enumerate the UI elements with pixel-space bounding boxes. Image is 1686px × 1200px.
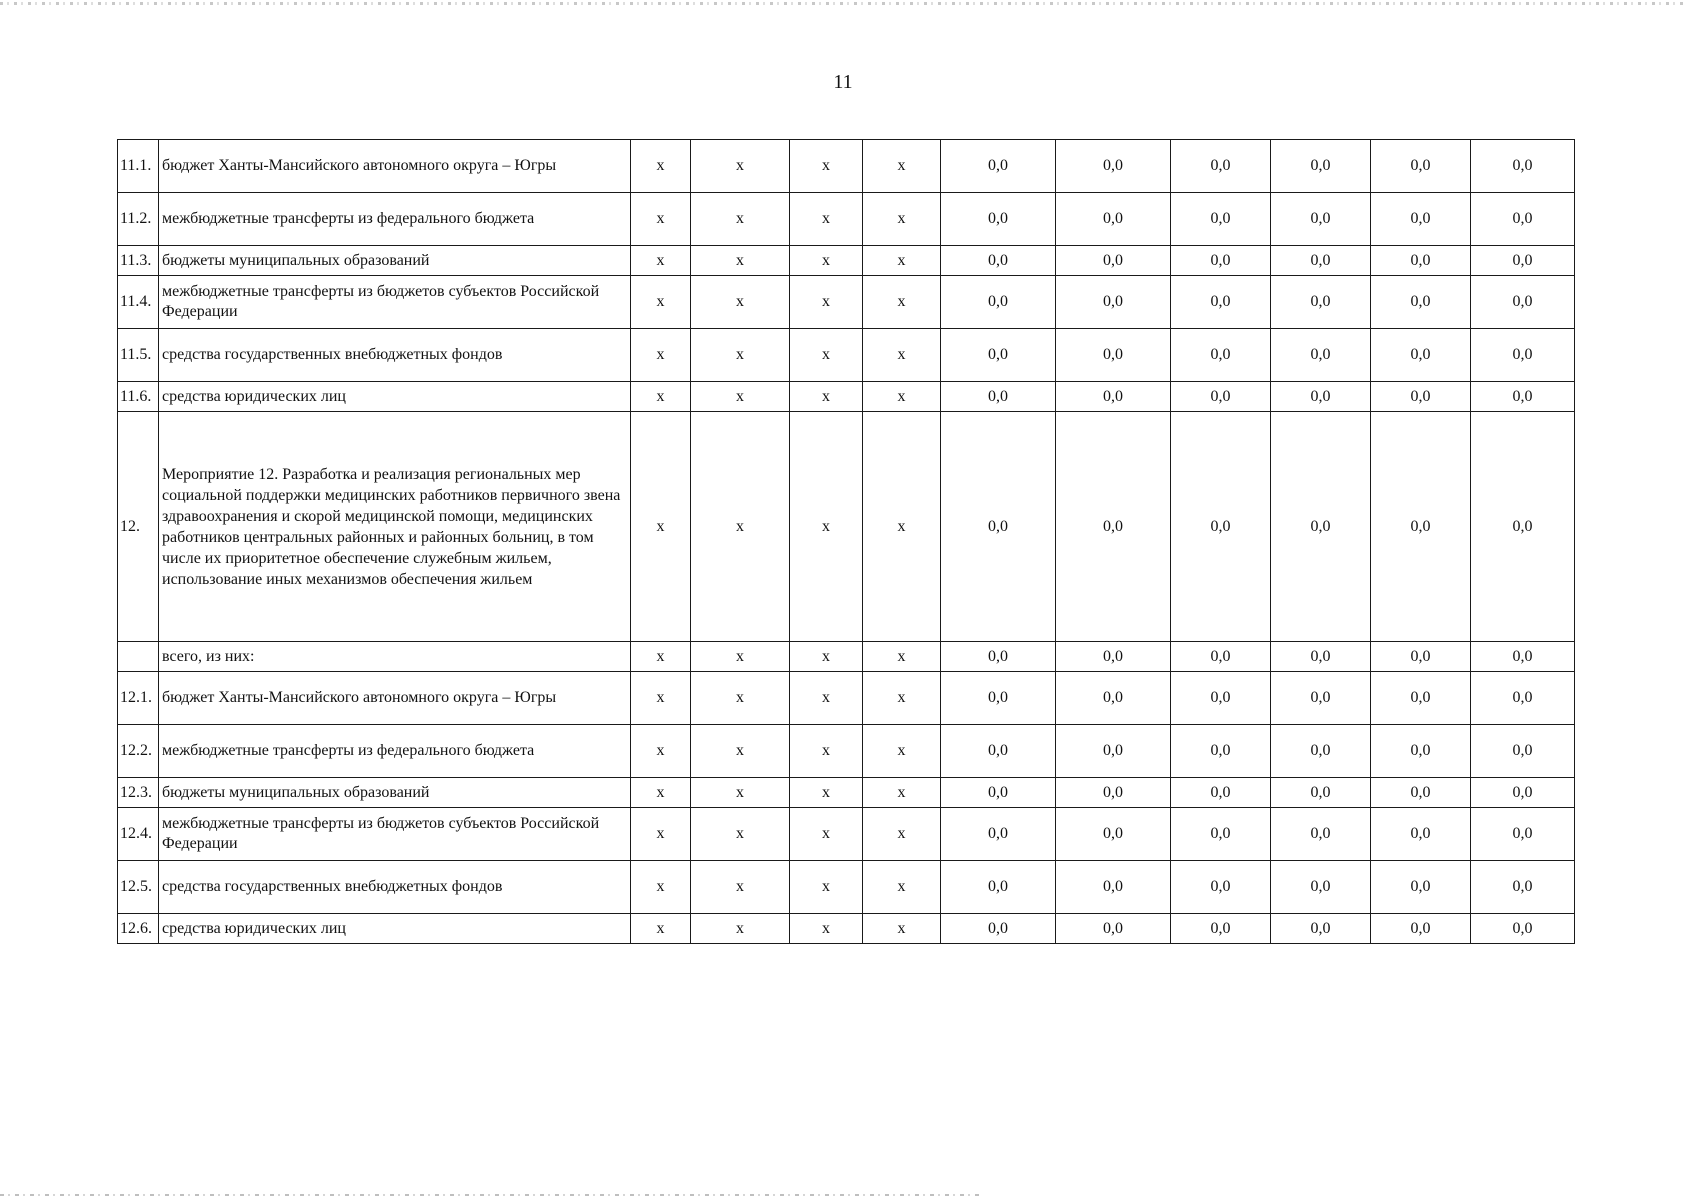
cell-mark: x <box>790 778 863 808</box>
cell-mark: x <box>790 914 863 944</box>
row-number: 11.3. <box>118 246 159 276</box>
cell-value: 0,0 <box>1471 914 1575 944</box>
cell-mark: x <box>631 861 691 914</box>
cell-value: 0,0 <box>1056 412 1171 642</box>
cell-value: 0,0 <box>941 861 1056 914</box>
cell-value: 0,0 <box>1171 642 1271 672</box>
cell-value: 0,0 <box>1056 808 1171 861</box>
cell-mark: x <box>863 246 941 276</box>
cell-mark: x <box>863 914 941 944</box>
cell-value: 0,0 <box>1371 861 1471 914</box>
cell-value: 0,0 <box>941 329 1056 382</box>
row-name: межбюджетные трансферты из бюджетов субъектов Российской Федерации <box>159 808 631 861</box>
cell-mark: x <box>691 725 790 778</box>
table-row <box>118 329 1575 382</box>
cell-value: 0,0 <box>941 193 1056 246</box>
cell-value: 0,0 <box>941 642 1056 672</box>
financing-table <box>117 139 1575 944</box>
cell-value: 0,0 <box>1171 861 1271 914</box>
cell-value: 0,0 <box>1371 276 1471 329</box>
cell-value: 0,0 <box>1171 276 1271 329</box>
cell-mark: x <box>790 642 863 672</box>
cell-value: 0,0 <box>1271 382 1371 412</box>
cell-mark: x <box>863 276 941 329</box>
cell-value: 0,0 <box>1271 914 1371 944</box>
cell-value: 0,0 <box>1471 778 1575 808</box>
cell-value: 0,0 <box>1471 642 1575 672</box>
cell-value: 0,0 <box>1271 778 1371 808</box>
cell-value: 0,0 <box>1471 412 1575 642</box>
cell-mark: x <box>863 642 941 672</box>
cell-mark: x <box>790 140 863 193</box>
cell-value: 0,0 <box>1056 246 1171 276</box>
row-number: 12.4. <box>118 808 159 861</box>
table-row <box>118 914 1575 944</box>
cell-mark: x <box>631 725 691 778</box>
row-number: 12. <box>118 412 159 642</box>
page-number: 11 <box>833 71 853 93</box>
cell-value: 0,0 <box>1056 193 1171 246</box>
cell-mark: x <box>691 140 790 193</box>
cell-value: 0,0 <box>1471 861 1575 914</box>
cell-value: 0,0 <box>1056 725 1171 778</box>
cell-value: 0,0 <box>1471 725 1575 778</box>
cell-mark: x <box>863 140 941 193</box>
cell-mark: x <box>790 861 863 914</box>
cell-value: 0,0 <box>1471 246 1575 276</box>
cell-mark: x <box>863 808 941 861</box>
table-row <box>118 725 1575 778</box>
cell-value: 0,0 <box>1171 914 1271 944</box>
cell-mark: x <box>790 672 863 725</box>
row-name: Мероприятие 12. Разработка и реализация региональных мер социальной поддержки медицинских работников первичного звена здравоохранения и скорой медицинской помощи, медицинских работников центральных районных и районных больниц, в том числе их приоритетное обеспечение служебным жильем, использование иных механизмов обеспечения жильем <box>159 412 631 642</box>
row-number: 11.6. <box>118 382 159 412</box>
cell-value: 0,0 <box>941 140 1056 193</box>
cell-mark: x <box>631 246 691 276</box>
cell-mark: x <box>691 914 790 944</box>
cell-mark: x <box>631 914 691 944</box>
table-row <box>118 276 1575 329</box>
cell-value: 0,0 <box>941 246 1056 276</box>
cell-mark: x <box>691 276 790 329</box>
cell-value: 0,0 <box>1471 276 1575 329</box>
cell-value: 0,0 <box>1056 140 1171 193</box>
table-row <box>118 672 1575 725</box>
cell-mark: x <box>631 382 691 412</box>
cell-value: 0,0 <box>1056 672 1171 725</box>
cell-value: 0,0 <box>1271 329 1371 382</box>
row-number: 12.5. <box>118 861 159 914</box>
cell-mark: x <box>691 642 790 672</box>
row-number: 12.2. <box>118 725 159 778</box>
cell-mark: x <box>790 412 863 642</box>
cell-value: 0,0 <box>1471 672 1575 725</box>
cell-value: 0,0 <box>1371 382 1471 412</box>
row-name: средства юридических лиц <box>159 382 631 412</box>
cell-mark: x <box>790 725 863 778</box>
row-name: средства юридических лиц <box>159 914 631 944</box>
row-number: 12.3. <box>118 778 159 808</box>
table-row <box>118 808 1575 861</box>
table-row <box>118 412 1575 642</box>
cell-value: 0,0 <box>1271 672 1371 725</box>
cell-value: 0,0 <box>941 808 1056 861</box>
cell-value: 0,0 <box>1271 140 1371 193</box>
cell-value: 0,0 <box>1171 725 1271 778</box>
cell-value: 0,0 <box>1471 808 1575 861</box>
cell-mark: x <box>691 861 790 914</box>
cell-value: 0,0 <box>1271 193 1371 246</box>
cell-mark: x <box>863 778 941 808</box>
cell-value: 0,0 <box>1371 140 1471 193</box>
table-row <box>118 778 1575 808</box>
cell-value: 0,0 <box>1271 276 1371 329</box>
row-number: 12.1. <box>118 672 159 725</box>
cell-mark: x <box>631 778 691 808</box>
cell-value: 0,0 <box>1171 412 1271 642</box>
cell-value: 0,0 <box>1371 725 1471 778</box>
cell-value: 0,0 <box>1171 382 1271 412</box>
cell-mark: x <box>863 725 941 778</box>
cell-value: 0,0 <box>1271 246 1371 276</box>
cell-value: 0,0 <box>1056 382 1171 412</box>
cell-value: 0,0 <box>1271 642 1371 672</box>
cell-value: 0,0 <box>1171 778 1271 808</box>
row-number <box>118 642 159 672</box>
scan-edge-top <box>0 2 1686 5</box>
cell-value: 0,0 <box>1171 246 1271 276</box>
row-name: межбюджетные трансферты из федерального бюджета <box>159 725 631 778</box>
cell-value: 0,0 <box>941 914 1056 944</box>
cell-value: 0,0 <box>1171 808 1271 861</box>
cell-mark: x <box>863 382 941 412</box>
cell-value: 0,0 <box>1056 329 1171 382</box>
cell-value: 0,0 <box>1056 778 1171 808</box>
cell-mark: x <box>863 193 941 246</box>
cell-value: 0,0 <box>1371 642 1471 672</box>
cell-mark: x <box>691 329 790 382</box>
cell-mark: x <box>631 329 691 382</box>
cell-value: 0,0 <box>941 725 1056 778</box>
cell-value: 0,0 <box>1471 329 1575 382</box>
row-name: бюджет Ханты-Мансийского автономного округа – Югры <box>159 672 631 725</box>
cell-mark: x <box>691 382 790 412</box>
cell-value: 0,0 <box>1371 672 1471 725</box>
cell-value: 0,0 <box>1056 914 1171 944</box>
cell-mark: x <box>790 193 863 246</box>
cell-value: 0,0 <box>1271 808 1371 861</box>
cell-mark: x <box>691 672 790 725</box>
row-number: 12.6. <box>118 914 159 944</box>
cell-mark: x <box>863 329 941 382</box>
cell-mark: x <box>790 329 863 382</box>
cell-value: 0,0 <box>1371 914 1471 944</box>
cell-value: 0,0 <box>1471 140 1575 193</box>
cell-value: 0,0 <box>1171 140 1271 193</box>
row-name: всего, из них: <box>159 642 631 672</box>
row-number: 11.1. <box>118 140 159 193</box>
cell-mark: x <box>631 642 691 672</box>
cell-value: 0,0 <box>1171 329 1271 382</box>
row-name: средства государственных внебюджетных фондов <box>159 329 631 382</box>
cell-value: 0,0 <box>1471 193 1575 246</box>
cell-value: 0,0 <box>941 672 1056 725</box>
cell-value: 0,0 <box>1371 329 1471 382</box>
row-number: 11.2. <box>118 193 159 246</box>
row-name: бюджеты муниципальных образований <box>159 778 631 808</box>
row-number: 11.5. <box>118 329 159 382</box>
cell-value: 0,0 <box>941 778 1056 808</box>
cell-mark: x <box>691 412 790 642</box>
cell-mark: x <box>790 382 863 412</box>
cell-mark: x <box>691 778 790 808</box>
cell-value: 0,0 <box>1056 642 1171 672</box>
cell-value: 0,0 <box>1371 193 1471 246</box>
cell-mark: x <box>691 246 790 276</box>
cell-mark: x <box>691 193 790 246</box>
cell-value: 0,0 <box>1271 861 1371 914</box>
cell-mark: x <box>790 246 863 276</box>
scan-edge-bottom <box>0 1194 980 1196</box>
cell-mark: x <box>631 672 691 725</box>
row-name: межбюджетные трансферты из федерального бюджета <box>159 193 631 246</box>
cell-value: 0,0 <box>1371 778 1471 808</box>
table-row <box>118 140 1575 193</box>
cell-value: 0,0 <box>1056 276 1171 329</box>
cell-value: 0,0 <box>941 382 1056 412</box>
cell-mark: x <box>863 672 941 725</box>
cell-mark: x <box>631 412 691 642</box>
row-name: бюджет Ханты-Мансийского автономного округа – Югры <box>159 140 631 193</box>
table-row <box>118 193 1575 246</box>
cell-value: 0,0 <box>1271 725 1371 778</box>
row-name: бюджеты муниципальных образований <box>159 246 631 276</box>
cell-value: 0,0 <box>1271 412 1371 642</box>
cell-mark: x <box>863 412 941 642</box>
cell-value: 0,0 <box>1371 412 1471 642</box>
row-name: межбюджетные трансферты из бюджетов субъектов Российской Федерации <box>159 276 631 329</box>
cell-value: 0,0 <box>941 276 1056 329</box>
cell-mark: x <box>631 193 691 246</box>
cell-mark: x <box>790 276 863 329</box>
cell-mark: x <box>691 808 790 861</box>
cell-value: 0,0 <box>1371 808 1471 861</box>
table-row <box>118 246 1575 276</box>
cell-value: 0,0 <box>1171 193 1271 246</box>
table-row <box>118 861 1575 914</box>
row-number: 11.4. <box>118 276 159 329</box>
cell-mark: x <box>863 861 941 914</box>
cell-value: 0,0 <box>1371 246 1471 276</box>
cell-value: 0,0 <box>1171 672 1271 725</box>
cell-mark: x <box>631 276 691 329</box>
table-row <box>118 382 1575 412</box>
cell-mark: x <box>631 808 691 861</box>
cell-value: 0,0 <box>1471 382 1575 412</box>
row-name: средства государственных внебюджетных фондов <box>159 861 631 914</box>
table-row <box>118 642 1575 672</box>
cell-mark: x <box>631 140 691 193</box>
cell-value: 0,0 <box>1056 861 1171 914</box>
cell-value: 0,0 <box>941 412 1056 642</box>
cell-mark: x <box>790 808 863 861</box>
